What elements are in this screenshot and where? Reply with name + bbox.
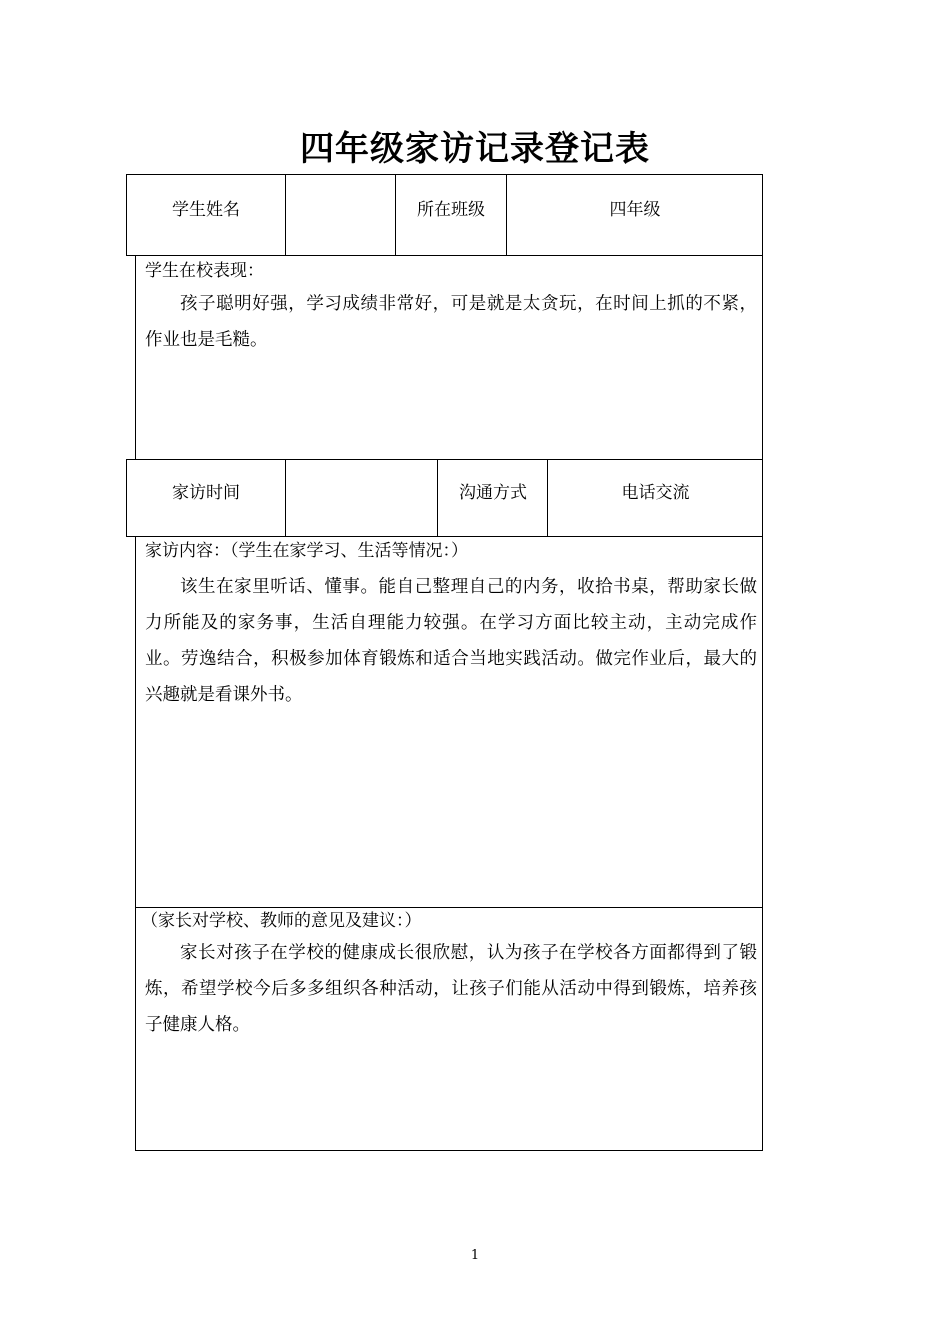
- visit-time-label: 家访时间: [172, 483, 240, 503]
- parent-opinion-heading: （家长对学校、教师的意见及建议：）: [141, 911, 422, 931]
- method-label: 沟通方式: [459, 483, 527, 503]
- class-value: 四年级: [609, 200, 661, 220]
- school-performance-text: 孩子聪明好强，学习成绩非常好，可是就是太贪玩，在时间上抓的不紧，作业也是毛糙。: [145, 294, 757, 350]
- school-performance-heading: 学生在校表现：: [145, 261, 264, 281]
- parent-opinion-text: 家长对孩子在学校的健康成长很欣慰，认为孩子在学校各方面都得到了锻炼，希望学校今后多多组织各种活动，让孩子们能从活动中得到锻炼，培养孩子健康人格。: [145, 943, 757, 1035]
- page-number: 1: [470, 1248, 480, 1263]
- visit-content-heading: 家访内容：（学生在家学习、生活等情况：）: [145, 541, 468, 561]
- method-value: 电话交流: [621, 483, 690, 503]
- visit-content-section: [135, 537, 763, 908]
- student-name-label: 学生姓名: [172, 200, 240, 220]
- parent-opinion-section: [135, 907, 763, 1151]
- page-title: 四年级家访记录登记表: [300, 129, 650, 169]
- school-performance-section: [135, 256, 763, 460]
- visit-content-text: 该生在家里听话、懂事。能自己整理自己的内务，收拾书桌，帮助家长做力所能及的家务事，生活自理能力较强。在学习方面比较主动，主动完成作业。劳逸结合，积极参加体育锻炼和适合当地实践活动。做完作业后，最大的兴趣就是看课外书。: [145, 577, 757, 705]
- class-label: 所在班级: [417, 200, 485, 220]
